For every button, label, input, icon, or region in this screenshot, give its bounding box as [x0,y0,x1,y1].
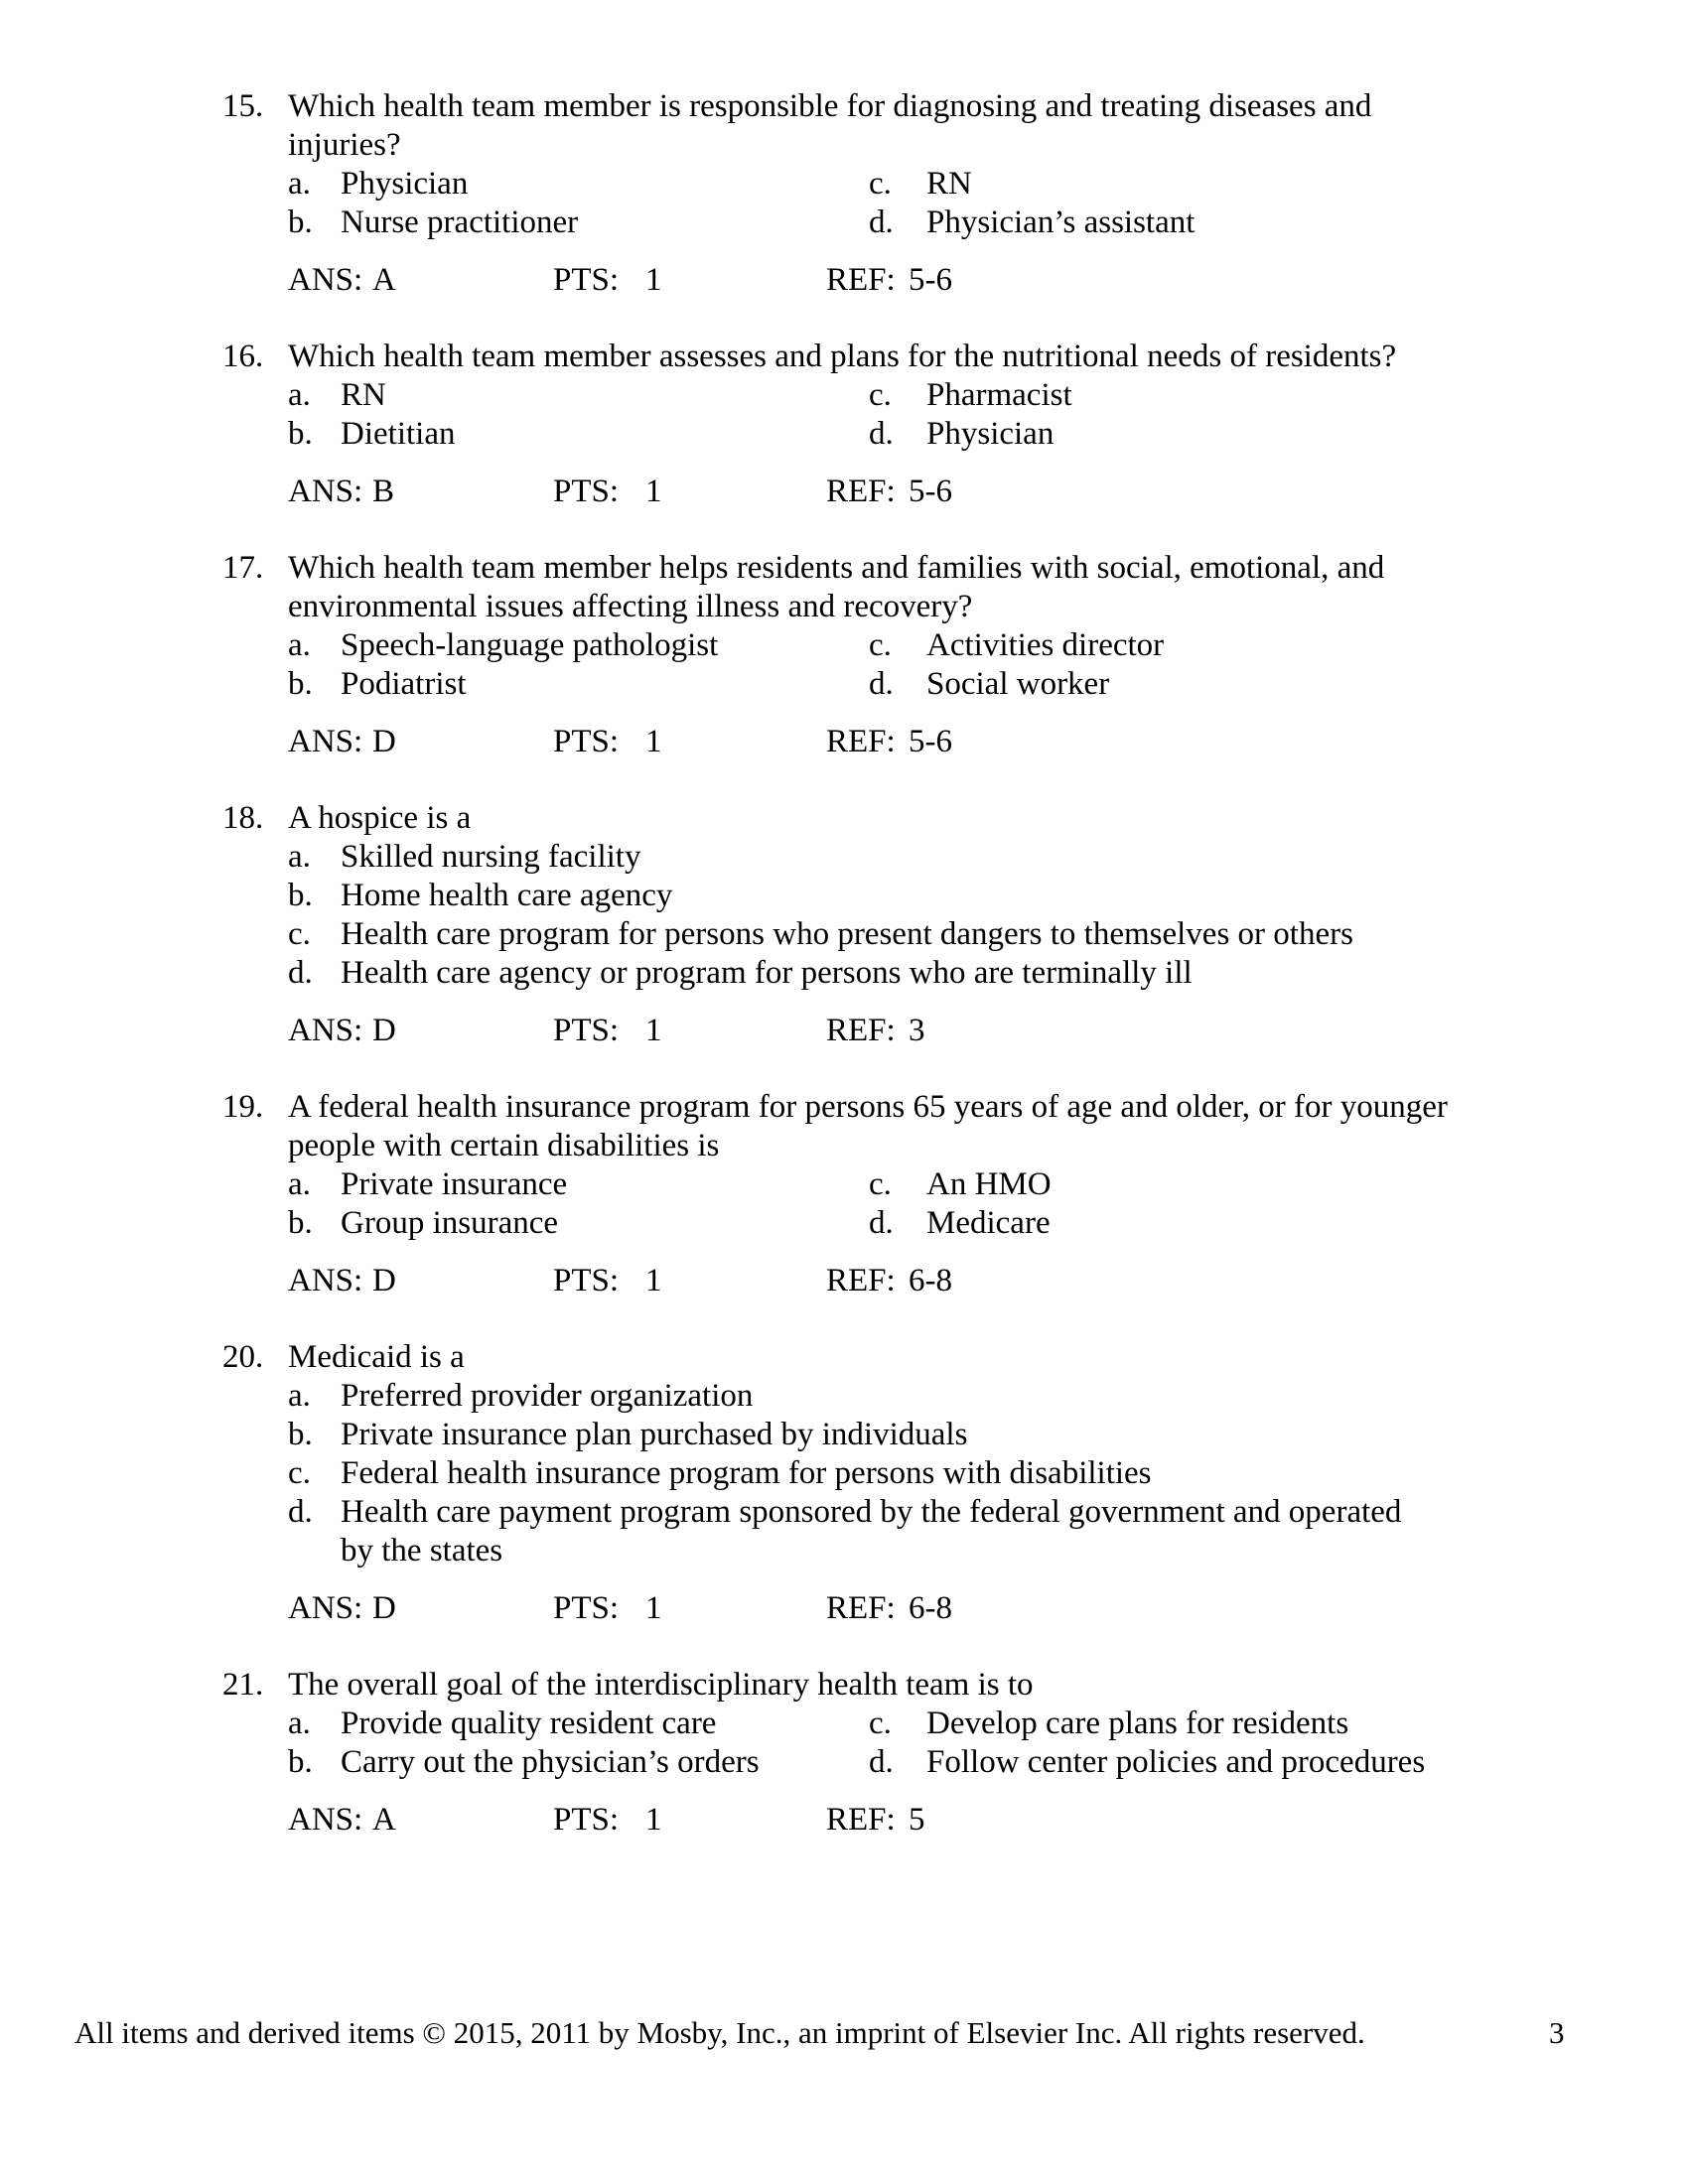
question-number: 17. [222,550,264,586]
option-letter: b. [288,1417,313,1452]
option-letter: b. [288,1744,313,1780]
footer-copyright: All items and derived items © 2015, 2011 by Mosby, Inc., an imprint of Elsevier Inc. All rights reserved. [74,2015,1365,2050]
option-text: Speech-language pathologist [341,627,719,663]
answer-line [288,261,1493,300]
option-letter: d. [869,1744,894,1780]
answer-line [288,473,1493,511]
option-text: Preferred provider organization [341,1378,754,1414]
question-stem: A hospice is a [288,800,472,836]
answer-line [288,1262,1493,1300]
option-text: Podiatrist [341,666,467,702]
ans-label: ANS: [288,1590,363,1626]
question-16 [222,338,1493,511]
question-stem: Which health team member helps residents and families with social, emotional, and environmental issues affecting illness and recovery? [288,550,1385,624]
ref-value: 5 [909,1802,925,1838]
option-text: Federal health insurance program for persons with disabilities [341,1455,1152,1491]
option-letter: b. [288,878,313,913]
options [288,1377,1493,1570]
ans-label: ANS: [288,1013,363,1048]
option-text: Activities director [926,627,1165,663]
ans-value: D [372,724,396,759]
ans-value: D [372,1013,396,1048]
question-body [288,1088,1493,1300]
option-text: An HMO [926,1166,1052,1202]
option-letter: a. [288,627,311,663]
question-number: 18. [222,800,264,836]
option-text: Pharmacist [926,377,1072,413]
option-text: Private insurance plan purchased by individuals [341,1417,968,1452]
answer-line [288,723,1493,761]
ref-label: REF: [826,1590,896,1626]
ref-value: 5-6 [909,262,952,298]
option-letter: c. [869,627,892,663]
option-letter: a. [288,1706,311,1741]
option-text: Medicare [926,1205,1051,1241]
option-text: Nurse practitioner [341,205,579,240]
question-stem: Medicaid is a [288,1339,465,1375]
ans-value: D [372,1263,396,1298]
question-stem: The overall goal of the interdisciplinary health team is to [288,1667,1034,1703]
option-letter: b. [288,666,313,702]
pts-label: PTS: [553,1590,620,1626]
question-20 [222,1338,1493,1628]
page-number: 3 [1549,2015,1565,2050]
option-letter: a. [288,377,311,413]
option-text: Home health care agency [341,878,673,913]
pts-value: 1 [645,474,662,509]
options [288,626,1493,704]
option-text: Physician [926,416,1055,452]
options [288,165,1493,242]
option-text: Skilled nursing facility [341,839,641,875]
question-body [288,1338,1493,1628]
pts-label: PTS: [553,1802,620,1838]
option-letter: a. [288,1166,311,1202]
option-letter: d. [288,1494,313,1530]
option-letter: c. [869,377,892,413]
pts-label: PTS: [553,474,620,509]
option-text: Group insurance [341,1205,559,1241]
ans-label: ANS: [288,1802,363,1838]
ans-label: ANS: [288,262,363,298]
option-letter: c. [288,1455,311,1491]
option-text: Health care payment program sponsored by the federal government and operated by the states [341,1494,1402,1569]
pts-value: 1 [645,1263,662,1298]
question-17 [222,549,1493,761]
ref-label: REF: [826,262,896,298]
question-stem: Which health team member assesses and plans for the nutritional needs of residents? [288,339,1397,374]
question-body [288,338,1493,511]
pts-value: 1 [645,724,662,759]
options [288,376,1493,454]
ref-label: REF: [826,1263,896,1298]
ans-value: D [372,1590,396,1626]
question-body [288,1666,1493,1840]
ref-value: 5-6 [909,724,952,759]
pts-label: PTS: [553,724,620,759]
option-text: RN [341,377,386,413]
pts-value: 1 [645,1802,662,1838]
pts-label: PTS: [553,262,620,298]
option-text: Physician [341,166,469,202]
ref-value: 5-6 [909,474,952,509]
options [288,838,1493,993]
ans-value: A [372,1802,396,1838]
option-text: RN [926,166,972,202]
ref-label: REF: [826,474,896,509]
option-letter: a. [288,1378,311,1414]
question-body [288,549,1493,761]
option-letter: c. [288,916,311,952]
ans-label: ANS: [288,724,363,759]
ref-label: REF: [826,1802,896,1838]
question-number: 21. [222,1667,264,1703]
ref-label: REF: [826,1013,896,1048]
ref-value: 6-8 [909,1263,952,1298]
question-15 [222,87,1493,300]
pts-value: 1 [645,1590,662,1626]
question-body [288,799,1493,1050]
option-letter: d. [288,955,313,991]
question-stem: A federal health insurance program for persons 65 years of age and older, or for younger people with certain disabilities is [288,1089,1448,1163]
option-letter: d. [869,666,894,702]
option-text: Develop care plans for residents [926,1706,1349,1741]
option-text: Health care agency or program for persons who are terminally ill [341,955,1193,991]
pts-value: 1 [645,1013,662,1048]
option-text: Private insurance [341,1166,568,1202]
option-text: Health care program for persons who present dangers to themselves or others [341,916,1353,952]
pts-label: PTS: [553,1263,620,1298]
option-text: Carry out the physician’s orders [341,1744,760,1780]
question-number: 20. [222,1339,264,1375]
option-letter: d. [869,205,894,240]
question-number: 16. [222,339,264,374]
option-letter: c. [869,166,892,202]
option-letter: d. [869,1205,894,1241]
options [288,1165,1493,1243]
option-letter: b. [288,1205,313,1241]
option-letter: b. [288,205,313,240]
question-body [288,87,1493,300]
option-text: Social worker [926,666,1110,702]
option-text: Follow center policies and procedures [926,1744,1426,1780]
option-letter: b. [288,416,313,452]
option-letter: d. [869,416,894,452]
option-text: Physician’s assistant [926,205,1196,240]
option-letter: a. [288,166,311,202]
option-text: Provide quality resident care [341,1706,717,1741]
question-list [222,87,1493,1877]
question-stem: Which health team member is responsible for diagnosing and treating diseases and injuries? [288,88,1372,163]
answer-line [288,1012,1493,1050]
question-number: 19. [222,1089,264,1125]
option-text: Dietitian [341,416,456,452]
option-letter: c. [869,1166,892,1202]
option-letter: c. [869,1706,892,1741]
ans-value: B [372,474,395,509]
answer-line [288,1801,1493,1840]
ref-label: REF: [826,724,896,759]
question-19 [222,1088,1493,1300]
pts-label: PTS: [553,1013,620,1048]
option-letter: a. [288,839,311,875]
pts-value: 1 [645,262,662,298]
question-21 [222,1666,1493,1840]
question-18 [222,799,1493,1050]
ref-value: 3 [909,1013,925,1048]
ref-value: 6-8 [909,1590,952,1626]
ans-label: ANS: [288,474,363,509]
answer-line [288,1589,1493,1628]
ans-value: A [372,262,396,298]
options [288,1705,1493,1782]
ans-label: ANS: [288,1263,363,1298]
question-number: 15. [222,88,264,124]
